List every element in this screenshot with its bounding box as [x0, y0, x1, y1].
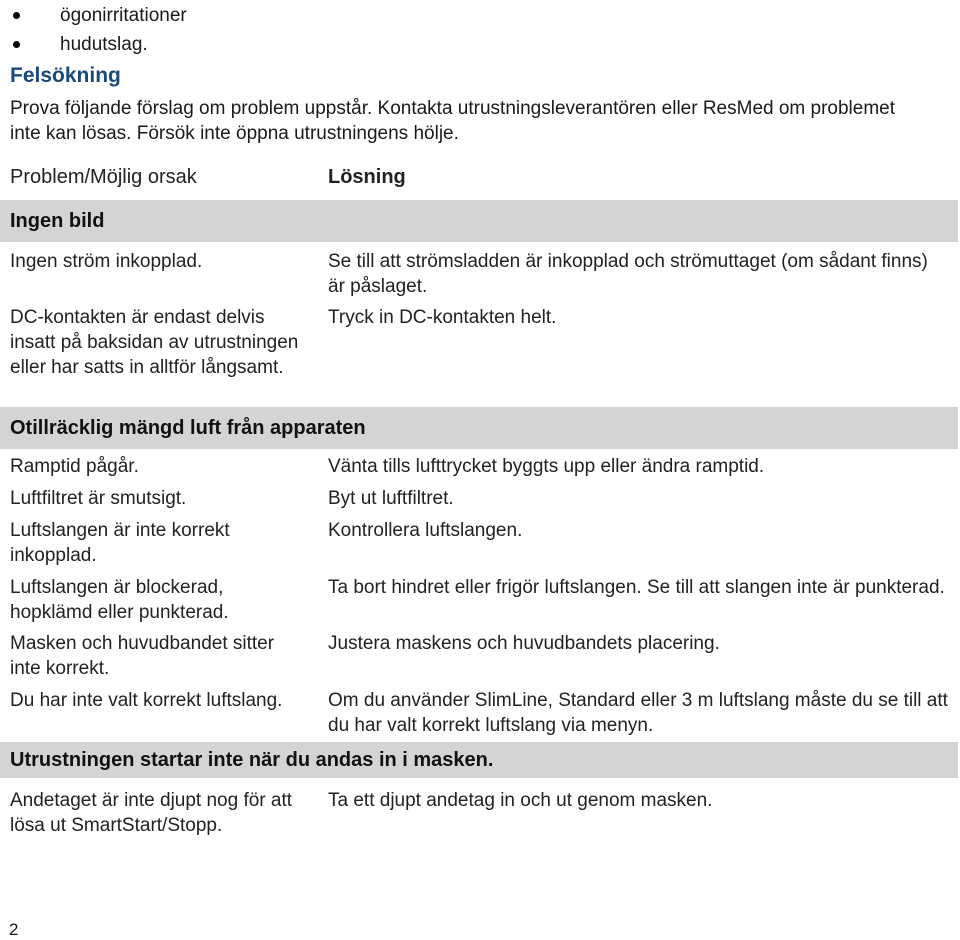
column-header-solution: Lösning — [328, 166, 406, 188]
intro-paragraph: Prova följande förslag om problem uppstår. Kontakta utrustningsleverantören eller ResMed om problemet inte kan lösas. Försök inte öppna utrustningens hölje. — [10, 98, 896, 144]
problem-cell: Luftslangen är inte korrekt inkopplad. — [10, 520, 230, 566]
solution-cell: Tryck in DC-kontakten helt. — [328, 307, 557, 328]
page-number: 2 — [9, 920, 19, 939]
section-band-no-start: Utrustningen startar inte när du andas in i masken. — [0, 742, 958, 778]
bullet-text: hudutslag. — [60, 34, 148, 55]
problem-cell: Masken och huvudbandet sitter inte korrekt. — [10, 633, 275, 679]
bullet-item — [10, 30, 187, 59]
problem-cell: Du har inte valt korrekt luftslang. — [10, 690, 283, 711]
bullet-list — [10, 1, 187, 59]
problem-cell: DC-kontakten är endast delvis insatt på baksidan av utrustningen eller har satts in alltför långsamt. — [10, 307, 299, 378]
solution-cell: Se till att strömsladden är inkopplad och strömuttaget (om sådant finns) är påslaget. — [328, 251, 928, 297]
section-band-insufficient-air: Otillräcklig mängd luft från apparaten — [0, 407, 958, 449]
bullet-item — [10, 1, 187, 30]
solution-cell: Kontrollera luftslangen. — [328, 520, 523, 541]
section-band-no-display: Ingen bild — [0, 200, 958, 242]
bullet-dot-icon — [13, 12, 20, 19]
problem-cell: Luftslangen är blockerad, hopklämd eller punkterad. — [10, 577, 229, 623]
solution-cell: Om du använder SlimLine, Standard eller 3 m luftslang måste du se till att du har valt korrekt luftslang via menyn. — [328, 690, 948, 736]
solution-cell: Justera maskens och huvudbandets placering. — [328, 633, 720, 654]
solution-cell: Ta bort hindret eller frigör luftslangen. Se till att slangen inte är punkterad. — [328, 577, 945, 598]
problem-cell: Luftfiltret är smutsigt. — [10, 488, 187, 509]
problem-cell: Andetaget är inte djupt nog för att lösa ut SmartStart/Stopp. — [10, 790, 293, 836]
bullet-text: ögonirritationer — [60, 5, 187, 26]
solution-cell: Vänta tills lufttrycket byggts upp eller ändra ramptid. — [328, 456, 765, 477]
solution-cell: Byt ut luftfiltret. — [328, 488, 454, 509]
problem-cell: Ingen ström inkopplad. — [10, 251, 203, 272]
column-header-problem: Problem/Möjlig orsak — [10, 166, 197, 188]
problem-cell: Ramptid pågår. — [10, 456, 139, 477]
bullet-dot-icon — [13, 41, 20, 48]
solution-cell: Ta ett djupt andetag in och ut genom masken. — [328, 790, 713, 811]
section-heading: Felsökning — [10, 64, 121, 87]
